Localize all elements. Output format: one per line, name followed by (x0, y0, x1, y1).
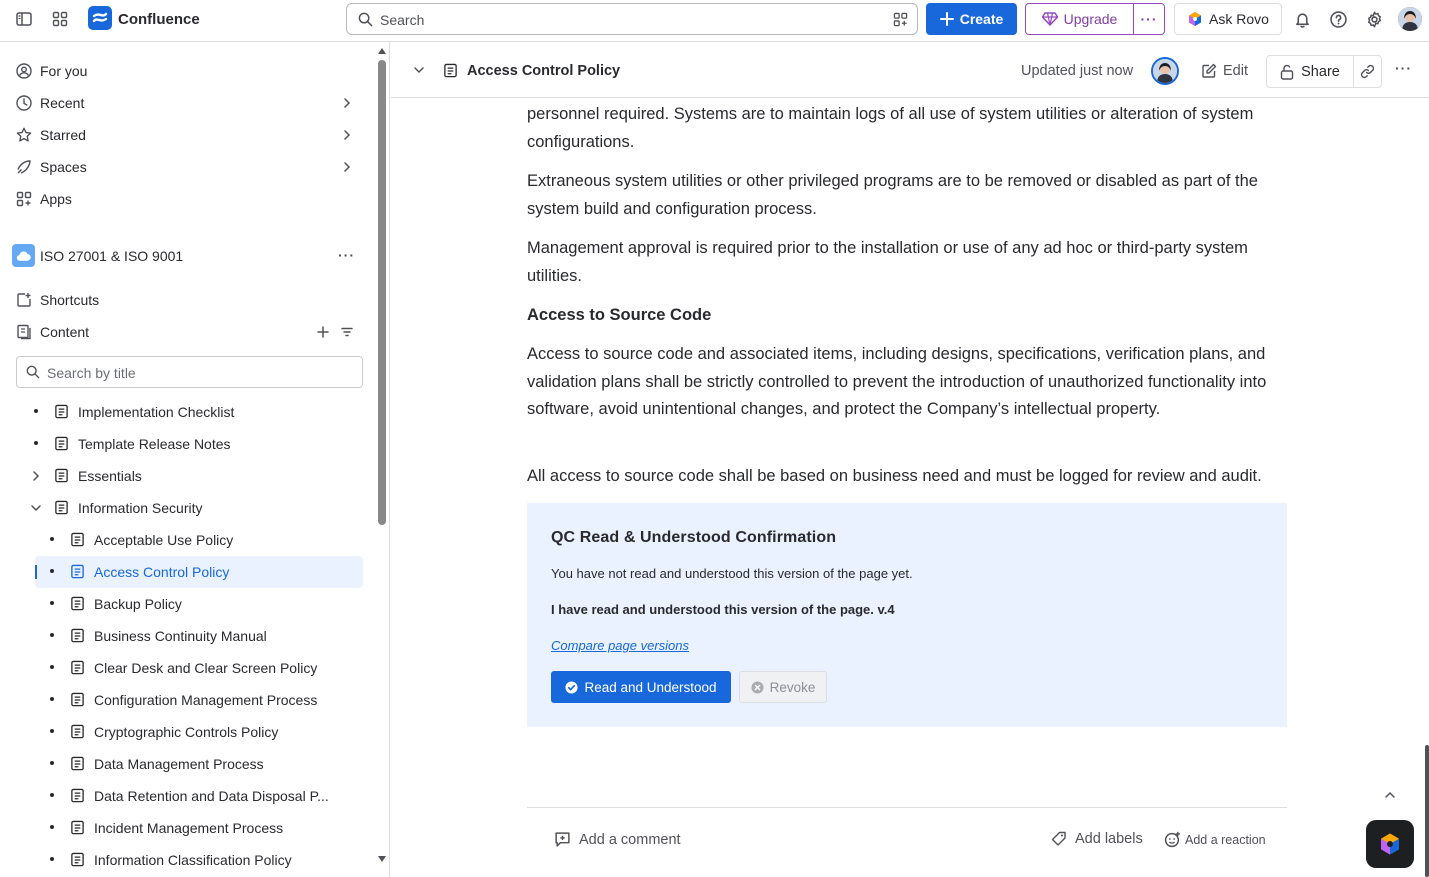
compare-page-versions-link[interactable]: Compare page versions (551, 638, 690, 653)
page-icon (70, 724, 85, 739)
copy-link-icon[interactable] (1353, 55, 1382, 88)
page-icon (70, 756, 85, 771)
page-tree-item-label: Information Classification Policy (94, 852, 292, 868)
scroll-to-top-chevron-icon[interactable] (1384, 791, 1396, 799)
chevron-down-icon[interactable] (30, 502, 42, 514)
page-icon (54, 468, 69, 483)
sidebar-item-label: Content (40, 324, 90, 340)
page-tree-item-label: Configuration Management Process (94, 692, 318, 708)
page-tree-item[interactable] (0, 748, 370, 780)
sidebar-item-label: Apps (40, 191, 72, 207)
edit-button[interactable] (1193, 56, 1249, 86)
upgrade-more-button[interactable]: ··· (1133, 3, 1165, 35)
app-name[interactable]: Confluence (118, 11, 200, 28)
bullet-icon (50, 537, 54, 541)
page-icon (54, 500, 69, 515)
sidebar-item-starred[interactable] (0, 119, 370, 151)
page-icon (70, 788, 85, 803)
person-circle-icon (16, 63, 32, 79)
page-title-breadcrumb[interactable]: Access Control Policy (467, 63, 621, 79)
page-tree-item[interactable] (0, 716, 370, 748)
sidebar-toggle-icon[interactable] (10, 5, 38, 33)
help-icon[interactable] (1324, 5, 1352, 33)
page-icon (70, 660, 85, 675)
paragraph: All access to source code shall be based on business need and must be logged for review and audit. (527, 467, 1262, 485)
pencil-icon (1201, 63, 1217, 79)
paragraph: Management approval is required prior to the installation or use of any ad hoc or third-party system utilities. (527, 239, 1248, 285)
chevron-right-icon[interactable] (30, 470, 42, 482)
read-and-understood-label: Read and Understood (584, 679, 717, 695)
settings-gear-icon[interactable] (1360, 5, 1388, 33)
add-reaction-button[interactable] (1164, 831, 1266, 848)
bullet-icon (50, 601, 54, 605)
sidebar-scrollbar-thumb[interactable] (378, 60, 386, 525)
collapse-chevron-down-icon[interactable] (413, 64, 425, 76)
space-avatar-cloud-icon[interactable] (12, 244, 35, 267)
sidebar-item-label: Shortcuts (40, 292, 100, 308)
add-labels-label: Add labels (1075, 831, 1143, 847)
bullet-icon (50, 793, 54, 797)
main-content (391, 42, 1429, 877)
app-switcher-icon[interactable] (46, 5, 74, 33)
bullet-icon (50, 857, 54, 861)
bullet-icon (50, 761, 54, 765)
page-tree-item[interactable] (0, 652, 370, 684)
search-icon (358, 12, 373, 27)
unlock-icon (1280, 64, 1294, 80)
paragraph: personnel required. Systems are to maintain logs of all use of system utilities or alteration of system configurations. (527, 105, 1254, 151)
create-button[interactable] (926, 3, 1017, 35)
sidebar-item-content[interactable] (0, 316, 370, 348)
bullet-icon (50, 697, 54, 701)
page-tree-item-label: Acceptable Use Policy (94, 532, 234, 548)
add-reaction-label: Add a reaction (1185, 832, 1266, 847)
sidebar-item-label: Spaces (40, 159, 87, 175)
bullet-icon (50, 729, 54, 733)
page-more-actions-icon[interactable]: ··· (1395, 60, 1412, 76)
page-tree-item[interactable] (0, 492, 370, 524)
bullet-icon (50, 665, 54, 669)
page-tree-item-label: Backup Policy (94, 596, 182, 612)
star-icon (16, 127, 32, 143)
page-icon (54, 404, 69, 419)
page-icon (70, 564, 85, 579)
revoke-button[interactable] (739, 671, 827, 703)
sidebar-item-recent[interactable] (0, 87, 370, 119)
sidebar-item-spaces[interactable] (0, 151, 370, 183)
page-icon (70, 852, 85, 867)
page-tree-item[interactable] (0, 460, 370, 492)
space-more-actions-icon[interactable]: ··· (338, 247, 355, 263)
page-tree-item-label: Business Continuity Manual (94, 628, 267, 644)
page-tree-item[interactable] (0, 588, 370, 620)
add-comment-label: Add a comment (579, 831, 681, 848)
paragraph: Extraneous system utilities or other privileged programs are to be removed or disabled as part of the system build and configuration process. (527, 172, 1258, 218)
user-avatar[interactable] (1398, 7, 1422, 31)
page-tree-item-label: Essentials (78, 468, 142, 484)
chevron-right-icon[interactable] (340, 128, 354, 142)
cross-circle-icon (751, 681, 764, 694)
bullet-icon (50, 633, 54, 637)
page-icon (70, 532, 85, 547)
page-tree-item[interactable] (0, 780, 370, 812)
sidebar-item-label: Starred (40, 127, 86, 143)
page-icon (443, 63, 458, 78)
clock-icon (16, 95, 32, 111)
check-circle-icon (565, 681, 578, 694)
space-name[interactable]: ISO 27001 & ISO 9001 (40, 248, 184, 264)
top-navigation-bar (0, 0, 1429, 42)
diamond-icon (1042, 12, 1058, 26)
filter-icon[interactable] (340, 325, 354, 339)
bullet-icon (50, 569, 54, 573)
add-content-plus-icon[interactable] (316, 325, 330, 339)
page-tree-item[interactable] (0, 812, 370, 844)
upgrade-button[interactable] (1025, 3, 1133, 35)
sidebar-item-shortcuts[interactable] (0, 284, 370, 316)
footer-divider (527, 807, 1287, 808)
qc-confirmation-panel (527, 503, 1287, 727)
rovo-chat-launcher[interactable] (1366, 820, 1414, 868)
tag-icon (1051, 831, 1067, 847)
page-tree-item[interactable] (0, 428, 370, 460)
sidebar-item-apps[interactable] (0, 183, 370, 215)
page-tree-item-label: Template Release Notes (78, 436, 231, 452)
search-by-title-placeholder: Search by title (47, 365, 136, 381)
ask-rovo-label: Ask Rovo (1209, 11, 1269, 27)
comment-add-icon (554, 831, 571, 848)
qc-confirm-statement: I have read and understood this version of the page. v.4 (551, 602, 895, 617)
search-placeholder: Search (380, 12, 425, 28)
filter-grid-icon[interactable] (893, 12, 908, 27)
add-comment-button[interactable] (554, 831, 681, 848)
selected-indicator (35, 565, 37, 579)
scroll-down-arrow-icon[interactable] (377, 855, 387, 863)
plus-icon (940, 12, 954, 26)
sidebar-item-label: For you (40, 63, 88, 79)
bullet-icon (34, 441, 38, 445)
page-icon (70, 692, 85, 707)
main-scrollbar-thumb[interactable] (1425, 745, 1429, 877)
content-pages-icon (16, 324, 32, 340)
read-and-understood-button[interactable] (551, 671, 731, 703)
scroll-up-arrow-icon[interactable] (377, 47, 387, 55)
global-search-input[interactable] (346, 3, 918, 35)
chevron-right-icon[interactable] (340, 96, 354, 110)
add-labels-button[interactable] (1051, 831, 1143, 847)
revoke-label: Revoke (769, 679, 816, 695)
page-icon (70, 820, 85, 835)
page-icon (70, 596, 85, 611)
search-by-title-input[interactable] (16, 356, 363, 388)
notifications-bell-icon[interactable] (1288, 5, 1316, 33)
paragraph: Access to source code and associated items, including designs, specifications, verification plans, and validation plans shall be strictly controlled to prevent the introduction of unauthorized functionality into software, avoid unintentional changes, and protect the Company’s intellectual property. (527, 345, 1267, 418)
page-tree-item-label: Implementation Checklist (78, 404, 235, 420)
bullet-icon (34, 409, 38, 413)
rovo-icon (1187, 11, 1203, 27)
bullet-icon (50, 825, 54, 829)
sidebar-item-label: Recent (40, 95, 85, 111)
page-tree-item-label: Access Control Policy (94, 564, 230, 580)
editor-avatar[interactable] (1151, 57, 1179, 85)
qc-status-message: You have not read and understood this version of the page yet. (551, 566, 913, 581)
sidebar-item-for-you[interactable] (0, 55, 370, 87)
chevron-right-icon[interactable] (340, 160, 354, 174)
share-label: Share (1301, 63, 1340, 80)
page-tree-item-label: Cryptographic Controls Policy (94, 724, 279, 740)
page-tree-item-label: Incident Management Process (94, 820, 284, 836)
page-tree-item[interactable] (0, 556, 370, 588)
qc-panel-title: QC Read & Understood Confirmation (551, 529, 837, 546)
page-header (391, 42, 1429, 98)
page-icon (54, 436, 69, 451)
emoji-add-icon (1164, 831, 1181, 848)
sidebar (0, 42, 390, 877)
share-button[interactable] (1266, 55, 1353, 88)
apps-icon (16, 191, 32, 207)
shortcut-icon (16, 292, 32, 308)
edit-label: Edit (1223, 63, 1248, 79)
page-icon (70, 628, 85, 643)
ask-rovo-button[interactable] (1174, 3, 1282, 35)
page-updated-status: Updated just now (1021, 63, 1134, 79)
confluence-logo-icon[interactable] (88, 6, 112, 30)
page-tree-item-label: Data Retention and Data Disposal P... (94, 788, 329, 804)
rovo-icon (1378, 832, 1402, 856)
create-label: Create (959, 11, 1004, 27)
section-heading: Access to Source Code (527, 306, 712, 324)
page-tree-item[interactable] (0, 396, 370, 428)
page-tree-item[interactable] (0, 684, 370, 716)
spaces-icon (16, 159, 32, 175)
page-tree-item[interactable] (0, 524, 370, 556)
upgrade-label: Upgrade (1063, 11, 1118, 27)
page-tree-item-label: Information Security (78, 500, 203, 516)
page-tree-item-label: Data Management Process (94, 756, 264, 772)
page-tree-item[interactable] (0, 844, 370, 876)
search-icon (26, 365, 40, 379)
page-tree-item-label: Clear Desk and Clear Screen Policy (94, 660, 318, 676)
page-tree-item[interactable] (0, 620, 370, 652)
